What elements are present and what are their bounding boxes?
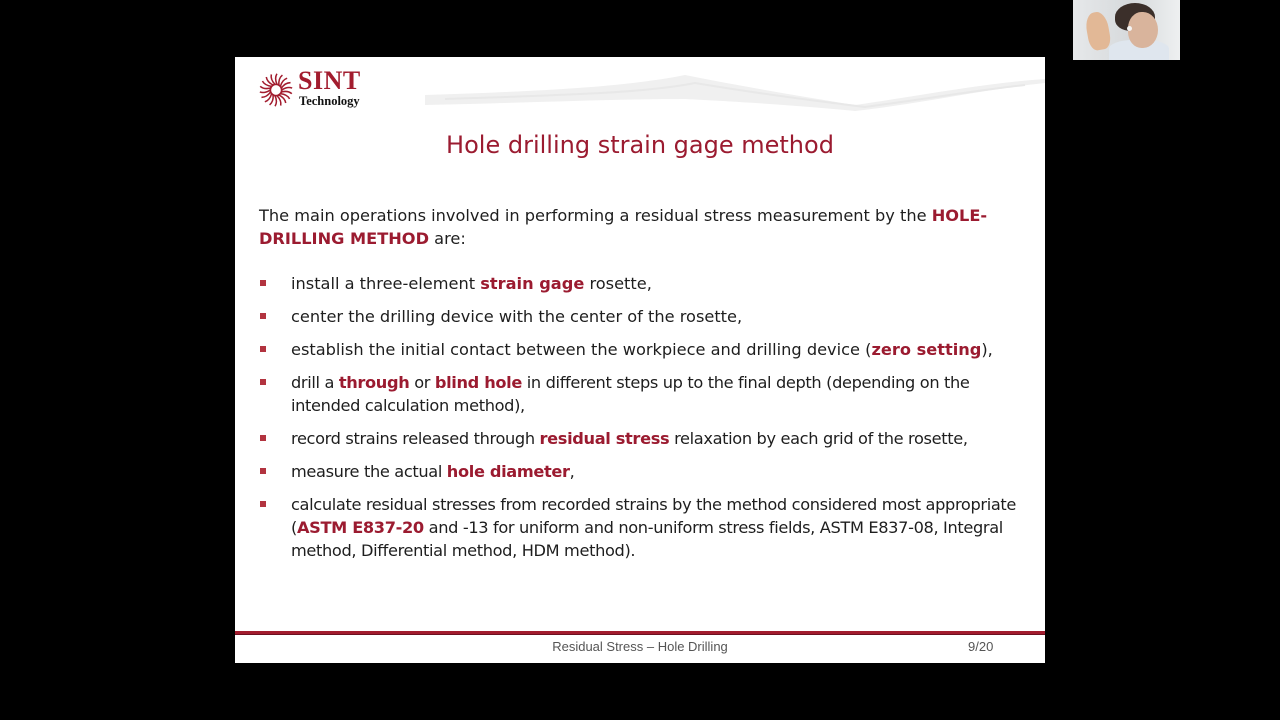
item-text: establish the initial contact between the workpiece and drilling device ( bbox=[291, 340, 872, 359]
item-highlight: blind hole bbox=[434, 373, 522, 392]
presenter-face bbox=[1128, 12, 1158, 48]
item-text: relaxation by each grid of the rosette, bbox=[669, 429, 968, 448]
decorative-swoosh bbox=[425, 65, 1045, 115]
footer-title: Residual Stress – Hole Drilling bbox=[552, 639, 728, 654]
item-text: and -13 for uniform and non-uniform stress fields, ASTM E837-08, Integral method, Differential method, HDM method). bbox=[291, 518, 1003, 560]
item-highlight: hole diameter bbox=[446, 462, 570, 481]
item-highlight: ASTM E837-20 bbox=[296, 518, 424, 537]
logo-subtitle-text: Technology bbox=[299, 94, 360, 108]
intro-text-end: are: bbox=[429, 229, 466, 248]
sint-technology-logo bbox=[257, 66, 387, 109]
list-item bbox=[259, 371, 1019, 417]
item-text: in different steps up to the final depth (depending on the intended calculation method), bbox=[291, 373, 970, 415]
presenter-webcam-thumbnail[interactable] bbox=[1073, 0, 1180, 60]
item-text: ), bbox=[981, 340, 993, 359]
item-text: , bbox=[569, 462, 575, 481]
square-bullet-icon bbox=[260, 379, 266, 385]
item-highlight: strain gage bbox=[480, 274, 585, 293]
item-text: calculate residual stresses from recorded strains by the method considered most appropriate ( bbox=[291, 495, 1017, 537]
list-item bbox=[259, 493, 1019, 562]
item-highlight: zero setting bbox=[871, 340, 982, 359]
item-text: measure the actual bbox=[291, 462, 447, 481]
footer-divider bbox=[235, 631, 1045, 634]
square-bullet-icon bbox=[260, 313, 266, 319]
item-text: rosette, bbox=[584, 274, 652, 293]
list-item bbox=[259, 305, 1019, 328]
square-bullet-icon bbox=[260, 468, 266, 474]
list-item bbox=[259, 427, 1019, 450]
square-bullet-icon bbox=[260, 435, 266, 441]
intro-paragraph bbox=[259, 204, 1019, 250]
item-highlight: residual stress bbox=[539, 429, 670, 448]
page-number: 9/20 bbox=[968, 639, 994, 654]
item-text: or bbox=[409, 373, 435, 392]
headset-icon bbox=[1127, 26, 1132, 31]
list-item bbox=[259, 338, 1019, 361]
operations-list bbox=[259, 272, 1019, 572]
list-item bbox=[259, 272, 1019, 295]
item-text: center the drilling device with the center of the rosette, bbox=[291, 307, 743, 326]
intro-highlight: HOLE-DRILLING METHOD bbox=[259, 206, 988, 248]
item-text: install a three-element bbox=[291, 274, 481, 293]
item-highlight: through bbox=[338, 373, 410, 392]
sun-burst-logo-icon bbox=[257, 71, 295, 109]
square-bullet-icon bbox=[260, 280, 266, 286]
presentation-slide bbox=[235, 57, 1045, 663]
item-text: record strains released through bbox=[291, 429, 540, 448]
square-bullet-icon bbox=[260, 346, 266, 352]
square-bullet-icon bbox=[260, 501, 266, 507]
logo-brand-text: SINT bbox=[298, 66, 361, 95]
slide-title: Hole drilling strain gage method bbox=[446, 131, 834, 159]
list-item bbox=[259, 460, 1019, 483]
item-text: drill a bbox=[291, 373, 339, 392]
intro-text: The main operations involved in performing a residual stress measurement by the bbox=[259, 206, 932, 225]
